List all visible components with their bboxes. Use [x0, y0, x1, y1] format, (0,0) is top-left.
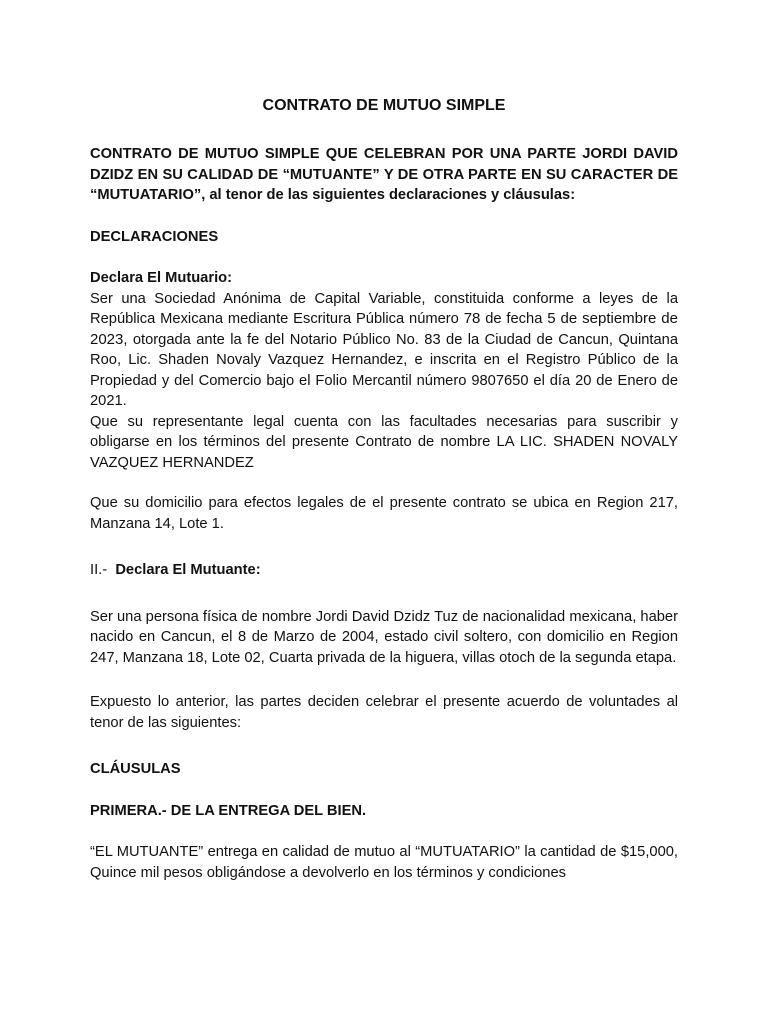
mutuario-p1-part1: Ser una Sociedad Anónima de Capital Variable, constituida conforme a leyes de la República Mexicana mediante Escritura Pública número — [90, 290, 678, 327]
document-body — [90, 96, 678, 883]
contract-intro: CONTRATO DE MUTUO SIMPLE QUE CELEBRAN POR UNA PARTE JORDI DAVID DZIDZ EN SU CALIDAD DE “MUTUANTE” Y DE OTRA PARTE EN SU CARACTER DE “MUTUATARIO”, al tenor de las siguientes declaraciones y cláusulas: — [90, 146, 678, 203]
escritura-number: 78 — [463, 310, 481, 327]
mutuario-paragraph-2: Que su representante legal cuenta con las facultades necesarias para suscribir y obligarse en los términos del presente Contrato de nombre LA LIC. SHADEN NOVALY VAZQUEZ HERNANDEZ — [90, 413, 678, 471]
declaraciones-heading: DECLARACIONES — [90, 228, 219, 245]
mutuante-number: II.- — [90, 562, 108, 578]
clausulas-heading: CLÁUSULAS — [90, 761, 181, 777]
mutuario-paragraph-3: Que su domicilio para efectos legales de el presente contrato se ubica en Region 217, Manzana 14, Lote 1. — [90, 495, 678, 532]
mutuante-heading-line — [90, 560, 678, 581]
mutuario-heading: Declara El Mutuario: — [90, 270, 233, 286]
mutuante-paragraph-1: Ser una persona física de nombre Jordi David Dzidz Tuz de nacionalidad mexicana, haber nacido en Cancun, el 8 de Marzo de 2004, estado civil soltero, con domicilio en Region 247, Manzana 18, Lote 02, Cuarta privada de la higuera, villas otoch de la segunda etapa. — [90, 608, 678, 666]
primera-paragraph-1: “EL MUTUANTE” entrega en calidad de mutuo al “MUTUATARIO” la cantidad de $15,000, Quince mil pesos obligándose a devolverlo en los términos y condiciones — [90, 844, 678, 881]
mutuario-paragraph-1 — [90, 289, 678, 412]
primera-heading: PRIMERA.- DE LA ENTREGA DEL BIEN. — [90, 802, 367, 819]
escritura-date: 5 de septiembre de 2023 — [90, 310, 678, 348]
mutuario-p1-part3: , otorgada ante la fe del Notario Público No. 83 de la Ciudad de Cancun, Quintana Roo, Lic. Shaden Novaly Vazquez Hernandez, e inscrita en el Registro Público de la Propiedad y del Comercio bajo el Folio Mercantil número 9807650 el día 20 de Enero de 2021. — [90, 331, 678, 409]
mutuario-p1-part2: de fecha — [480, 311, 548, 327]
mutuante-heading: Declara El Mutuante: — [115, 562, 261, 578]
expuesto-paragraph: Expuesto lo anterior, las partes deciden celebrar el presente acuerdo de voluntades al tenor de las siguientes: — [90, 694, 678, 731]
document-title: CONTRATO DE MUTUO SIMPLE — [262, 97, 506, 114]
